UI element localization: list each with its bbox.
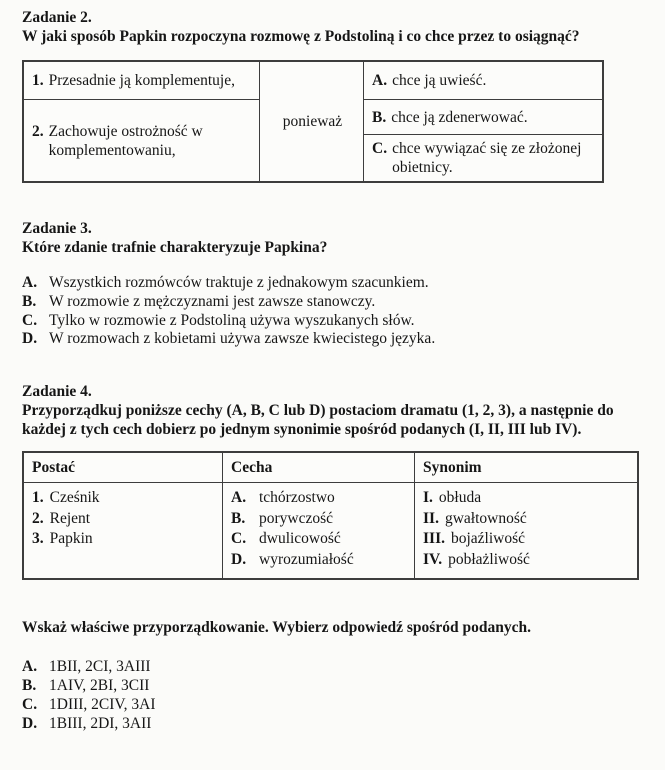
option-a-text: 1BII, 2CI, 3AIII bbox=[49, 658, 151, 676]
task-3-options bbox=[22, 274, 645, 349]
conjunction-text: ponieważ bbox=[282, 113, 343, 130]
option-b-marker: B. bbox=[22, 676, 37, 694]
statement-1 bbox=[32, 71, 235, 90]
synonim-2-text: gwałtowność bbox=[444, 509, 527, 527]
task-2-table bbox=[22, 60, 604, 183]
task-2-title: Zadanie 2. bbox=[22, 9, 92, 26]
option-d-marker: D. bbox=[22, 714, 38, 732]
option-c-text: 1DIII, 2CIV, 3AI bbox=[49, 695, 156, 713]
postac-3-marker: 3. bbox=[32, 530, 44, 548]
table-cell-reason-b bbox=[364, 100, 602, 135]
task-4-section bbox=[22, 382, 645, 733]
cecha-d bbox=[231, 550, 406, 571]
statement-2-text: Zachowuje ostrożność w komplementowaniu, bbox=[48, 122, 203, 159]
option-d-text: W rozmowach z kobietami używa zawsze kwiecistego języka. bbox=[49, 330, 436, 348]
option-d-marker: D. bbox=[22, 330, 38, 348]
header-synonim: Synonim bbox=[415, 453, 637, 483]
task-4-instruction: Przyporządkuj poniższe cechy (A, B, C lub D) postaciom dramatu (1, 2, 3), a następnie do każdej z tych cech dobierz po jednym synonimie spośród podanych (I, II, III lub IV). bbox=[22, 402, 614, 439]
task-3-title: Zadanie 3. bbox=[22, 220, 92, 237]
task-3-option-d bbox=[22, 330, 645, 349]
postac-1-marker: 1. bbox=[32, 489, 44, 507]
synonim-4-marker: IV. bbox=[423, 550, 443, 568]
option-b-text: W rozmowie z mężczyznami jest zawsze stanowczy. bbox=[49, 292, 376, 310]
reason-a bbox=[372, 71, 486, 90]
reason-b bbox=[372, 108, 528, 127]
option-a-marker: A. bbox=[22, 658, 38, 676]
task-4-option-d bbox=[22, 715, 645, 734]
synonim-1 bbox=[423, 488, 629, 509]
option-d-text: 1BIII, 2DI, 3AII bbox=[49, 714, 152, 732]
cecha-a bbox=[231, 488, 406, 509]
synonim-3-text: bojaźliwość bbox=[450, 530, 526, 548]
header-cecha: Cecha bbox=[223, 453, 415, 483]
table-cell-statement-2 bbox=[24, 100, 260, 181]
reason-c-marker: C. bbox=[372, 140, 388, 157]
task-3-option-b bbox=[22, 293, 645, 312]
postac-2-marker: 2. bbox=[32, 509, 44, 527]
option-a-marker: A. bbox=[22, 274, 38, 291]
reason-a-marker: A. bbox=[372, 72, 388, 89]
task-4-followup: Wskaż właściwe przyporządkowanie. Wybierz odpowiedź spośród podanych. bbox=[22, 619, 531, 637]
task-4-options bbox=[22, 658, 645, 733]
cecha-a-text: tchórzostwo bbox=[259, 489, 335, 507]
column-postac bbox=[24, 483, 223, 578]
cecha-a-marker: A. bbox=[231, 489, 247, 507]
reason-b-text: chce ją zdenerwować. bbox=[391, 108, 528, 126]
cecha-c-text: dwulicowość bbox=[259, 530, 341, 548]
synonim-4-text: pobłażliwość bbox=[448, 550, 530, 568]
task-4-option-a bbox=[22, 658, 645, 677]
statement-1-text: Przesadnie ją komplementuje, bbox=[48, 72, 235, 89]
cecha-c bbox=[231, 529, 406, 550]
cecha-c-marker: C. bbox=[231, 530, 247, 548]
option-c-marker: C. bbox=[22, 311, 38, 329]
synonim-2 bbox=[423, 509, 629, 530]
synonim-4 bbox=[423, 550, 629, 571]
postac-2 bbox=[32, 509, 214, 530]
postac-1 bbox=[32, 488, 214, 509]
statement-2 bbox=[32, 122, 253, 160]
column-cecha bbox=[223, 483, 415, 578]
task-2-section bbox=[22, 8, 645, 183]
synonim-2-marker: II. bbox=[423, 509, 439, 527]
synonim-1-marker: I. bbox=[423, 489, 433, 507]
reason-c-text: chce wywiązać się ze złożonej obietnicy. bbox=[392, 140, 582, 176]
synonim-3-marker: III. bbox=[423, 530, 445, 548]
synonim-1-text: obłuda bbox=[438, 489, 482, 507]
postac-1-text: Cześnik bbox=[49, 489, 100, 507]
postac-3 bbox=[32, 529, 214, 550]
option-b-marker: B. bbox=[22, 292, 37, 310]
reason-c bbox=[372, 139, 596, 177]
option-c-marker: C. bbox=[22, 695, 38, 713]
option-c-text: Tylko w rozmowie z Podstoliną używa wyszukanych słów. bbox=[49, 311, 415, 329]
option-a-text: Wszystkich rozmówców traktuje z jednakowym szacunkiem. bbox=[49, 274, 429, 291]
table-cell-statement-1 bbox=[24, 62, 260, 100]
cecha-b-marker: B. bbox=[231, 509, 246, 527]
column-synonim bbox=[415, 483, 637, 578]
reason-b-marker: B. bbox=[372, 108, 387, 126]
task-4-table bbox=[22, 451, 639, 580]
task-3-option-c bbox=[22, 312, 645, 331]
task-3-question: Które zdanie trafnie charakteryzuje Papkina? bbox=[22, 239, 328, 256]
cecha-d-marker: D. bbox=[231, 550, 247, 568]
synonim-3 bbox=[423, 529, 629, 550]
postac-3-text: Papkin bbox=[49, 530, 93, 548]
table-cell-reason-a bbox=[364, 62, 602, 100]
task-3-option-a bbox=[22, 274, 645, 293]
postac-2-text: Rejent bbox=[49, 509, 91, 527]
cecha-b bbox=[231, 509, 406, 530]
task-4-title: Zadanie 4. bbox=[22, 383, 92, 401]
task-4-option-c bbox=[22, 696, 645, 715]
table-cell-reason-c bbox=[364, 135, 602, 181]
cecha-d-text: wyrozumiałość bbox=[259, 550, 354, 568]
statement-2-marker: 2. bbox=[32, 122, 44, 140]
cecha-b-text: porywczość bbox=[259, 509, 334, 527]
task-2-question: W jaki sposób Papkin rozpoczyna rozmowę z Podstoliną i co chce przez to osiągnąć? bbox=[22, 28, 580, 45]
table-cell-conjunction bbox=[260, 62, 364, 181]
statement-1-marker: 1. bbox=[32, 72, 44, 89]
task-3-section bbox=[22, 219, 645, 349]
reason-a-text: chce ją uwieść. bbox=[392, 72, 487, 89]
task-4-option-b bbox=[22, 677, 645, 696]
option-b-text: 1AIV, 2BI, 3CII bbox=[49, 676, 150, 694]
header-postac: Postać bbox=[24, 453, 223, 483]
